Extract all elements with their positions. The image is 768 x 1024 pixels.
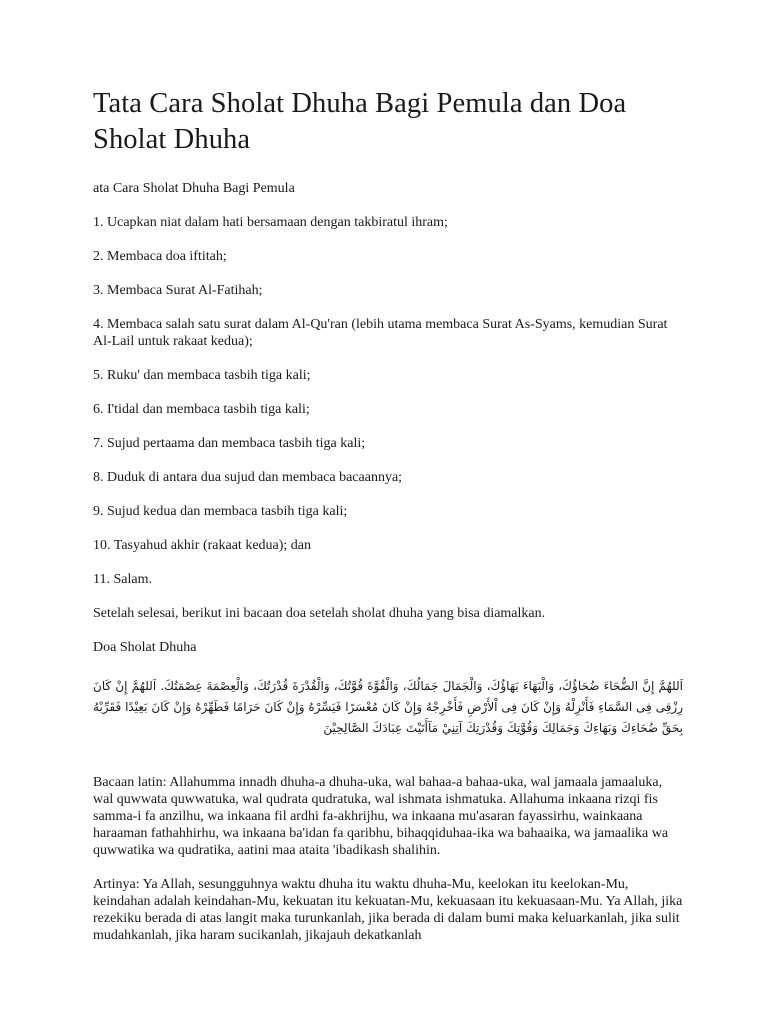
steps-list	[93, 214, 683, 588]
step-item: 10. Tasyahud akhir (rakaat kedua); dan	[93, 538, 312, 553]
step-item: 1. Ucapkan niat dalam hati bersamaan dengan takbiratul ihram;	[93, 215, 448, 230]
step-item: 9. Sujud kedua dan membaca tasbih tiga kali;	[93, 504, 348, 519]
arabic-doa-text: اَللهُمَّ إِنَّ الضُّحَاءَ ضُحَاؤُكَ، وَالْبَهَاءَ بَهَاؤُكَ، وَالْجَمَالَ جَمَالُكَ، وَالْقُوَّةَ قُوَّتُكَ، وَالْقُدْرَةَ قُدْرَتُكَ، وَالْعِصْمَةَ عِصْمَتُكَ. اَللهُمَّ إِنْ كَانَ رِزْقِى فِى السَّمَاءِ فَأَنْزِلْهُ وَإِنْ كَانَ فِى اْلأَرْضِ فَأَخْرِجْهُ وَإِنْ كَانَ مُعْسَرًا فَيَسِّرْهُ وَإِنْ كَانَ حَرَامًا فَطَهِّرْهُ وَإِنْ كَانَ بَعِيْدًا فَقَرِّبْهُ بِحَقِّ ضُحَاءِكَ وَبَهَاءِكَ وَجَمَالِكَ وَقُوَّتِكَ وَقُدْرَتِكَ آتِنِيْ مَآأَتَيْتَ عِبَادَكَ الصَّالِحِيْنَ	[93, 679, 683, 735]
page-title: Tata Cara Sholat Dhuha Bagi Pemula dan Doa Sholat Dhuha	[93, 88, 627, 155]
translation-paragraph: Artinya: Ya Allah, sesungguhnya waktu dhuha itu waktu dhuha-Mu, keelokan itu keelokan-Mu, keindahan adalah keindahan-Mu, kekuatan itu kekuatan-Mu, kekuasaan itu kekuasaan-Mu. Ya Allah, jika rezekiku berada di atas langit maka turunkanlah, jika berada di dalam bumi maka keluarkanlah, jika sulit mudahkanlah, jika haram sucikanlah, jikajauh dekatkanlah	[93, 877, 683, 943]
step-item: 6. I'tidal dan membaca tasbih tiga kali;	[93, 402, 310, 417]
step-item: 11. Salam.	[93, 572, 152, 587]
intro-paragraph: ata Cara Sholat Dhuha Bagi Pemula	[93, 181, 295, 196]
step-item: 2. Membaca doa iftitah;	[93, 249, 227, 264]
doa-heading: Doa Sholat Dhuha	[93, 640, 197, 655]
step-item: 7. Sujud pertaama dan membaca tasbih tiga kali;	[93, 436, 366, 451]
step-item: 5. Ruku' dan membaca tasbih tiga kali;	[93, 368, 311, 383]
step-item: 3. Membaca Surat Al-Fatihah;	[93, 283, 263, 298]
after-steps-paragraph: Setelah selesai, berikut ini bacaan doa setelah sholat dhuha yang bisa diamalkan.	[93, 606, 546, 621]
step-item: 4. Membaca salah satu surat dalam Al-Qu'ran (lebih utama membaca Surat As-Syams, kemudian Surat Al-Lail untuk rakaat kedua);	[93, 317, 668, 349]
step-item: 8. Duduk di antara dua sujud dan membaca bacaannya;	[93, 470, 403, 485]
latin-transliteration: Bacaan latin: Allahumma innadh dhuha-a dhuha-uka, wal bahaa-a bahaa-uka, wal jamaala jamaaluka, wal quwwata quwwatuka, wal qudrata qudratuka, wal ishmata ishmatuka. Allahuma inkaana rizqi fis samma-i fa anzilhu, wa inkaana fil ardhi fa-akhrijhu, wa inkaana mu'asaran fayassirhu, wainkaana haraaman fathahhirhu, wa inkaana ba'idan fa qaribhu, bihaqqiduhaa-ika wa bahaaika, wa jamaalika wa quwwatika wa qudratika, aatini maa ataita 'ibadikash shalihin.	[93, 775, 669, 858]
document-page	[93, 86, 683, 961]
